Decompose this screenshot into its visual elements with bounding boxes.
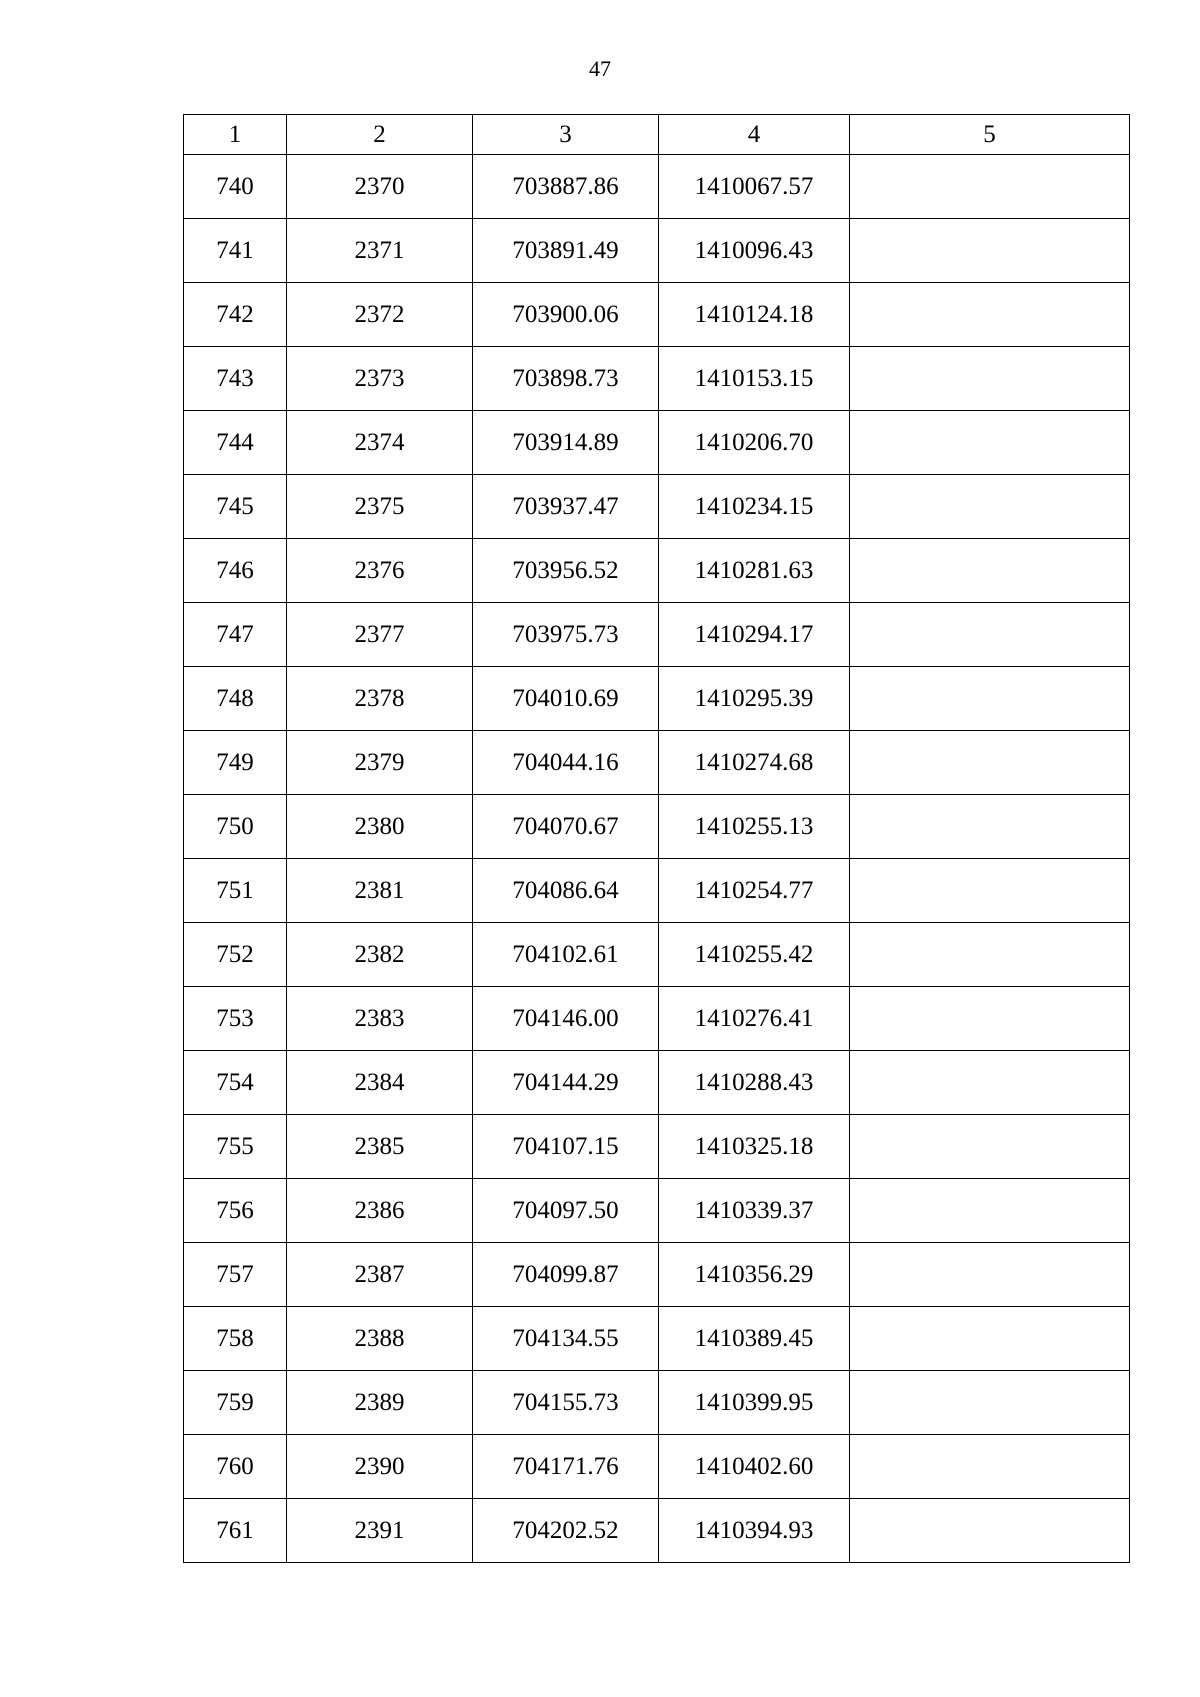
table-cell-col-1: 742 <box>184 283 287 347</box>
table-cell-col-2: 2370 <box>287 155 473 219</box>
table-cell-col-4: 1410356.29 <box>659 1243 850 1307</box>
table-cell-col-1: 757 <box>184 1243 287 1307</box>
table-cell-col-4: 1410254.77 <box>659 859 850 923</box>
table-cell-col-4: 1410067.57 <box>659 155 850 219</box>
table-cell-col-4: 1410288.43 <box>659 1051 850 1115</box>
table-cell-col-5 <box>850 1307 1130 1371</box>
table-cell-col-1: 759 <box>184 1371 287 1435</box>
table-cell-col-2: 2374 <box>287 411 473 475</box>
table-cell-col-1: 749 <box>184 731 287 795</box>
table-cell-col-1: 758 <box>184 1307 287 1371</box>
table-cell-col-3: 703937.47 <box>473 475 659 539</box>
table-cell-col-1: 751 <box>184 859 287 923</box>
table-body <box>184 155 1130 1563</box>
table-row <box>184 795 1130 859</box>
table-cell-col-3: 704107.15 <box>473 1115 659 1179</box>
table-row <box>184 347 1130 411</box>
table-cell-col-1: 753 <box>184 987 287 1051</box>
table-cell-col-1: 750 <box>184 795 287 859</box>
table-cell-col-1: 741 <box>184 219 287 283</box>
table-cell-col-3: 704155.73 <box>473 1371 659 1435</box>
table-cell-col-1: 746 <box>184 539 287 603</box>
table-cell-col-5 <box>850 667 1130 731</box>
coordinates-table <box>183 114 1130 1563</box>
table-row <box>184 155 1130 219</box>
table-row <box>184 987 1130 1051</box>
table-cell-col-3: 703887.86 <box>473 155 659 219</box>
table-cell-col-4: 1410274.68 <box>659 731 850 795</box>
table-cell-col-2: 2382 <box>287 923 473 987</box>
table-cell-col-5 <box>850 731 1130 795</box>
table-cell-col-1: 740 <box>184 155 287 219</box>
table-cell-col-2: 2383 <box>287 987 473 1051</box>
table-cell-col-3: 704134.55 <box>473 1307 659 1371</box>
table-cell-col-5 <box>850 1179 1130 1243</box>
table-cell-col-4: 1410255.13 <box>659 795 850 859</box>
table-cell-col-4: 1410295.39 <box>659 667 850 731</box>
table-cell-col-2: 2387 <box>287 1243 473 1307</box>
table-cell-col-4: 1410206.70 <box>659 411 850 475</box>
table-cell-col-1: 745 <box>184 475 287 539</box>
table-cell-col-2: 2389 <box>287 1371 473 1435</box>
table-cell-col-1: 747 <box>184 603 287 667</box>
table-cell-col-5 <box>850 347 1130 411</box>
column-header-5: 5 <box>850 115 1130 155</box>
table-cell-col-1: 761 <box>184 1499 287 1563</box>
table-cell-col-5 <box>850 859 1130 923</box>
table-row <box>184 1115 1130 1179</box>
table-cell-col-3: 704010.69 <box>473 667 659 731</box>
table-cell-col-3: 704102.61 <box>473 923 659 987</box>
table-cell-col-4: 1410325.18 <box>659 1115 850 1179</box>
table-row <box>184 859 1130 923</box>
table-cell-col-3: 703900.06 <box>473 283 659 347</box>
table-header-row <box>184 115 1130 155</box>
column-header-4: 4 <box>659 115 850 155</box>
table-cell-col-2: 2386 <box>287 1179 473 1243</box>
table-row <box>184 923 1130 987</box>
table-cell-col-2: 2371 <box>287 219 473 283</box>
page-number: 47 <box>589 56 611 81</box>
table-cell-col-3: 704202.52 <box>473 1499 659 1563</box>
table-row <box>184 1499 1130 1563</box>
table-cell-col-5 <box>850 283 1130 347</box>
table-cell-col-3: 703956.52 <box>473 539 659 603</box>
table-cell-col-3: 703898.73 <box>473 347 659 411</box>
table-cell-col-4: 1410255.42 <box>659 923 850 987</box>
column-header-3: 3 <box>473 115 659 155</box>
table-row <box>184 1179 1130 1243</box>
table-cell-col-1: 748 <box>184 667 287 731</box>
table-cell-col-3: 703891.49 <box>473 219 659 283</box>
table-cell-col-5 <box>850 1051 1130 1115</box>
table-cell-col-3: 703914.89 <box>473 411 659 475</box>
column-header-2: 2 <box>287 115 473 155</box>
table-cell-col-2: 2372 <box>287 283 473 347</box>
table-cell-col-2: 2381 <box>287 859 473 923</box>
table-cell-col-2: 2391 <box>287 1499 473 1563</box>
table-cell-col-3: 704099.87 <box>473 1243 659 1307</box>
table-cell-col-3: 704144.29 <box>473 1051 659 1115</box>
table-cell-col-5 <box>850 411 1130 475</box>
table-cell-col-5 <box>850 795 1130 859</box>
table-cell-col-5 <box>850 987 1130 1051</box>
table-cell-col-5 <box>850 1435 1130 1499</box>
table-row <box>184 539 1130 603</box>
table-cell-col-1: 752 <box>184 923 287 987</box>
table-cell-col-1: 754 <box>184 1051 287 1115</box>
table-cell-col-4: 1410339.37 <box>659 1179 850 1243</box>
table-cell-col-1: 755 <box>184 1115 287 1179</box>
table-cell-col-5 <box>850 1371 1130 1435</box>
table-cell-col-4: 1410389.45 <box>659 1307 850 1371</box>
table-cell-col-1: 744 <box>184 411 287 475</box>
table-cell-col-2: 2378 <box>287 667 473 731</box>
table-row <box>184 1051 1130 1115</box>
table-cell-col-2: 2384 <box>287 1051 473 1115</box>
table-cell-col-2: 2390 <box>287 1435 473 1499</box>
table-row <box>184 475 1130 539</box>
table-cell-col-4: 1410402.60 <box>659 1435 850 1499</box>
table-cell-col-4: 1410294.17 <box>659 603 850 667</box>
table-cell-col-2: 2377 <box>287 603 473 667</box>
table-cell-col-4: 1410096.43 <box>659 219 850 283</box>
table-cell-col-4: 1410399.95 <box>659 1371 850 1435</box>
table-cell-col-1: 756 <box>184 1179 287 1243</box>
table-cell-col-4: 1410234.15 <box>659 475 850 539</box>
table-cell-col-5 <box>850 219 1130 283</box>
table-cell-col-1: 743 <box>184 347 287 411</box>
table-cell-col-5 <box>850 539 1130 603</box>
table-row <box>184 1307 1130 1371</box>
table-cell-col-5 <box>850 1115 1130 1179</box>
table-cell-col-4: 1410276.41 <box>659 987 850 1051</box>
table-row <box>184 1435 1130 1499</box>
table-cell-col-3: 704097.50 <box>473 1179 659 1243</box>
table-cell-col-4: 1410124.18 <box>659 283 850 347</box>
table-cell-col-5 <box>850 923 1130 987</box>
table-row <box>184 1371 1130 1435</box>
table-cell-col-2: 2376 <box>287 539 473 603</box>
table-cell-col-5 <box>850 603 1130 667</box>
table-cell-col-5 <box>850 155 1130 219</box>
table-cell-col-1: 760 <box>184 1435 287 1499</box>
table-cell-col-2: 2375 <box>287 475 473 539</box>
table-cell-col-3: 704044.16 <box>473 731 659 795</box>
table-row <box>184 411 1130 475</box>
table-cell-col-3: 704070.67 <box>473 795 659 859</box>
table-cell-col-3: 704146.00 <box>473 987 659 1051</box>
table-cell-col-2: 2380 <box>287 795 473 859</box>
table-cell-col-3: 703975.73 <box>473 603 659 667</box>
table-cell-col-3: 704086.64 <box>473 859 659 923</box>
table-row <box>184 219 1130 283</box>
table-cell-col-4: 1410394.93 <box>659 1499 850 1563</box>
table-cell-col-2: 2373 <box>287 347 473 411</box>
table-cell-col-3: 704171.76 <box>473 1435 659 1499</box>
table-cell-col-4: 1410153.15 <box>659 347 850 411</box>
table-cell-col-2: 2379 <box>287 731 473 795</box>
table-cell-col-2: 2388 <box>287 1307 473 1371</box>
table-cell-col-4: 1410281.63 <box>659 539 850 603</box>
table-cell-col-5 <box>850 1499 1130 1563</box>
table-row <box>184 1243 1130 1307</box>
table-row <box>184 667 1130 731</box>
table-row <box>184 283 1130 347</box>
table-cell-col-5 <box>850 475 1130 539</box>
table-cell-col-5 <box>850 1243 1130 1307</box>
table-cell-col-2: 2385 <box>287 1115 473 1179</box>
column-header-1: 1 <box>184 115 287 155</box>
table-row <box>184 731 1130 795</box>
table-row <box>184 603 1130 667</box>
